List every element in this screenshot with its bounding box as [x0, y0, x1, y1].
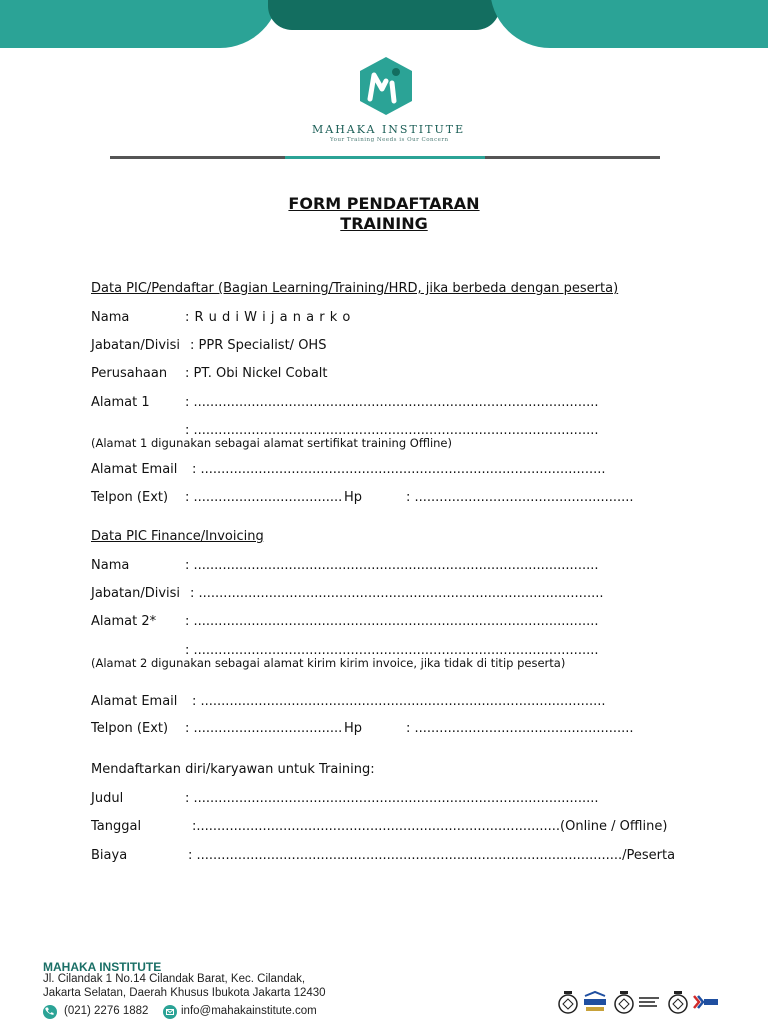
pic-email-value[interactable]: : ..................................................................................................: [192, 462, 606, 477]
anab-accreditation-mark-icon: [582, 990, 608, 1014]
finance-telpon-label: Telpon (Ext): [91, 721, 169, 736]
header-banner-right: [490, 0, 768, 48]
finance-alamat2-label: Alamat 2*: [91, 614, 157, 629]
pic-alamat1-continuation[interactable]: : ..................................................................................................: [185, 423, 599, 438]
pic-jabatan-label: Jabatan/Divisi: [91, 338, 181, 353]
pic-email-label: Alamat Email: [91, 462, 178, 477]
finance-alamat2-continuation[interactable]: : ..................................................................................................: [185, 643, 599, 658]
pic-section-heading: Data PIC/Pendaftar (Bagian Learning/Training/HRD, jika berbeda dengan peserta): [91, 281, 619, 296]
pic-alamat1-note: (Alamat 1 digunakan sebagai alamat sertifikat training Offline): [91, 436, 452, 450]
pic-telpon-value[interactable]: : ....................................: [185, 490, 343, 505]
phone-icon: [43, 1005, 57, 1019]
header-rule-center: [285, 156, 485, 159]
training-tanggal-value[interactable]: :........................................................................................(Online / Offline): [192, 819, 668, 834]
pic-hp-label: Hp: [344, 490, 363, 505]
header-rule-left: [110, 156, 285, 159]
finance-jabatan-label: Jabatan/Divisi: [91, 586, 181, 601]
finance-jabatan-value[interactable]: : ..................................................................................................: [190, 586, 604, 601]
pic-nama-label: Nama: [91, 310, 130, 325]
training-tanggal-label: Tanggal: [91, 819, 142, 834]
header-banner-left: [0, 0, 280, 48]
mail-icon: [163, 1005, 177, 1019]
pic-alamat1-value[interactable]: : ..................................................................................................: [185, 395, 599, 410]
logo-name: MAHAKA INSTITUTE: [312, 123, 466, 136]
pic-alamat1-label: Alamat 1: [91, 395, 150, 410]
form-title-line2: TRAINING: [340, 214, 428, 233]
finance-alamat2-value[interactable]: : ..................................................................................................: [185, 614, 599, 629]
finance-nama-value[interactable]: : ..................................................................................................: [185, 558, 599, 573]
training-judul-value[interactable]: : ..................................................................................................: [185, 791, 599, 806]
footer-email[interactable]: info@mahakainstitute.com: [181, 1005, 317, 1017]
kan-accreditation-mark-icon: [692, 990, 720, 1014]
training-section-heading: Mendaftarkan diri/karyawan untuk Training:: [91, 762, 375, 777]
footer-address-line2: Jakarta Selatan, Daerah Khusus Ibukota Jakarta 12430: [43, 987, 326, 999]
bsi-assurance-mark-icon: [556, 990, 580, 1014]
finance-section-heading: Data PIC Finance/Invoicing: [91, 529, 264, 544]
footer-phone[interactable]: (021) 2276 1882: [64, 1005, 149, 1017]
training-biaya-label: Biaya: [91, 848, 128, 863]
footer-company-name: MAHAKA INSTITUTE: [43, 960, 162, 974]
finance-nama-label: Nama: [91, 558, 130, 573]
finance-alamat2-note: (Alamat 2 digunakan sebagai alamat kirim kirim invoice, jika tidak di titip peserta): [91, 656, 566, 670]
pic-telpon-label: Telpon (Ext): [91, 490, 169, 505]
header-banner-center: [268, 0, 500, 30]
certificate-text-block-icon: [638, 990, 660, 1014]
mahaka-mi-hexagon-logo-icon: [356, 55, 416, 117]
bsi-assurance-mark-icon: [612, 990, 636, 1014]
pic-hp-value[interactable]: : .....................................................: [406, 490, 634, 505]
training-judul-label: Judul: [91, 791, 124, 806]
pic-perusahaan-value[interactable]: : PT. Obi Nickel Cobalt: [185, 366, 328, 381]
finance-email-label: Alamat Email: [91, 694, 178, 709]
finance-email-value[interactable]: : ..................................................................................................: [192, 694, 606, 709]
training-biaya-value[interactable]: : ......................................................................................................./Peserta: [188, 848, 676, 863]
header-rule-right: [485, 156, 660, 159]
finance-hp-value[interactable]: : .....................................................: [406, 721, 634, 736]
pic-jabatan-value[interactable]: : PPR Specialist/ OHS: [190, 338, 327, 353]
pic-perusahaan-label: Perusahaan: [91, 366, 168, 381]
logo-tagline: Your Training Needs is Our Concern: [330, 137, 449, 143]
finance-telpon-value[interactable]: : ....................................: [185, 721, 343, 736]
pic-nama-value[interactable]: : R u d i W i j a n a r k o: [185, 310, 351, 325]
bsi-assurance-mark-icon: [666, 990, 690, 1014]
finance-hp-label: Hp: [344, 721, 363, 736]
mahaka-logo: [356, 55, 416, 117]
footer-address-line1: Jl. Cilandak 1 No.14 Cilandak Barat, Kec. Cilandak,: [43, 973, 306, 985]
form-title-line1: FORM PENDAFTARAN: [288, 194, 480, 213]
